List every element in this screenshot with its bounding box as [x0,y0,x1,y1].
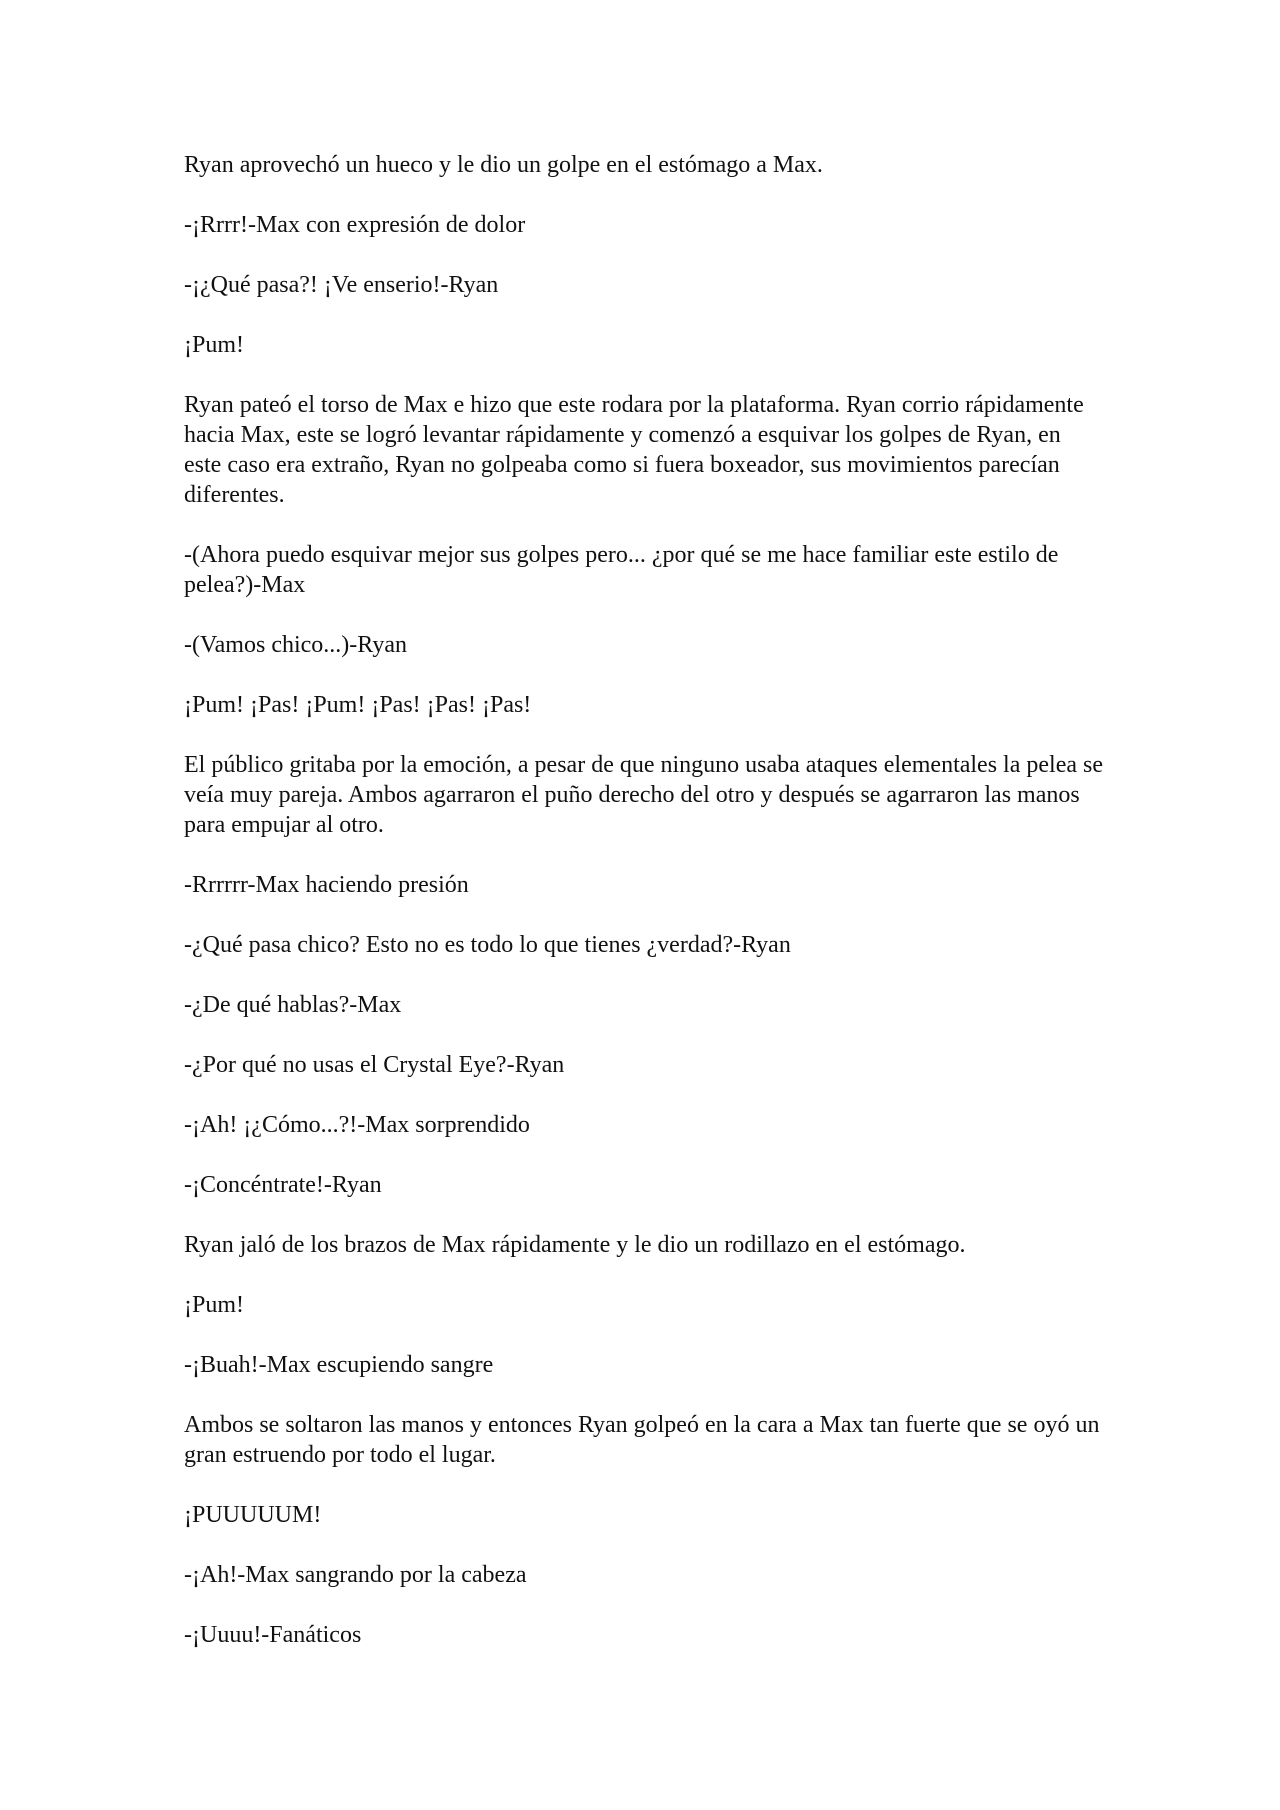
dialogue-line: -¡Concéntrate!-Ryan [184,1172,382,1198]
paragraph: El público gritaba por la emoción, a pesar de que ninguno usaba ataques elementales la pelea se veía muy pareja. Ambos agarraron el puño derecho del otro y después se agarraron las manos para empujar al otro. [184,752,1103,838]
dialogue-line: -¿Qué pasa chico? Esto no es todo lo que tienes ¿verdad?-Ryan [184,932,791,958]
dialogue-line: -(Vamos chico...)-Ryan [184,632,407,658]
dialogue-line: -(Ahora puedo esquivar mejor sus golpes pero... ¿por qué se me hace familiar este estilo de pelea?)-Max [184,542,1059,598]
dialogue-line: -¡Uuuu!-Fanáticos [184,1622,362,1648]
dialogue-line: -¿Por qué no usas el Crystal Eye?-Ryan [184,1052,565,1078]
dialogue-line: -¿De qué hablas?-Max [184,992,402,1018]
dialogue-line: -¡¿Qué pasa?! ¡Ve enserio!-Ryan [184,272,499,298]
dialogue-line: -¡Ah!-Max sangrando por la cabeza [184,1562,527,1588]
document-body [184,150,1104,1680]
dialogue-line: -¡Rrrr!-Max con expresión de dolor [184,212,526,238]
dialogue-line: -¡Ah! ¡¿Cómo...?!-Max sorprendido [184,1112,530,1138]
paragraph: Ryan aprovechó un hueco y le dio un golpe en el estómago a Max. [184,152,823,178]
paragraph: Ryan jaló de los brazos de Max rápidamente y le dio un rodillazo en el estómago. [184,1232,966,1258]
dialogue-line: -Rrrrrr-Max haciendo presión [184,872,469,898]
paragraph: Ambos se soltaron las manos y entonces Ryan golpeó en la cara a Max tan fuerte que se oyó un gran estruendo por todo el lugar. [184,1412,1100,1468]
sound-effect: ¡Pum! [184,332,244,358]
dialogue-line: -¡Buah!-Max escupiendo sangre [184,1352,494,1378]
sound-effect: ¡PUUUUUM! [184,1502,322,1528]
sound-effect: ¡Pum! ¡Pas! ¡Pum! ¡Pas! ¡Pas! ¡Pas! [184,692,532,718]
sound-effect: ¡Pum! [184,1292,244,1318]
paragraph: Ryan pateó el torso de Max e hizo que este rodara por la plataforma. Ryan corrio rápidamente hacia Max, este se logró levantar rápidamente y comenzó a esquivar los golpes de Ryan, en este caso era extraño, Ryan no golpeaba como si fuera boxeador, sus movimientos parecían diferentes. [184,392,1084,508]
